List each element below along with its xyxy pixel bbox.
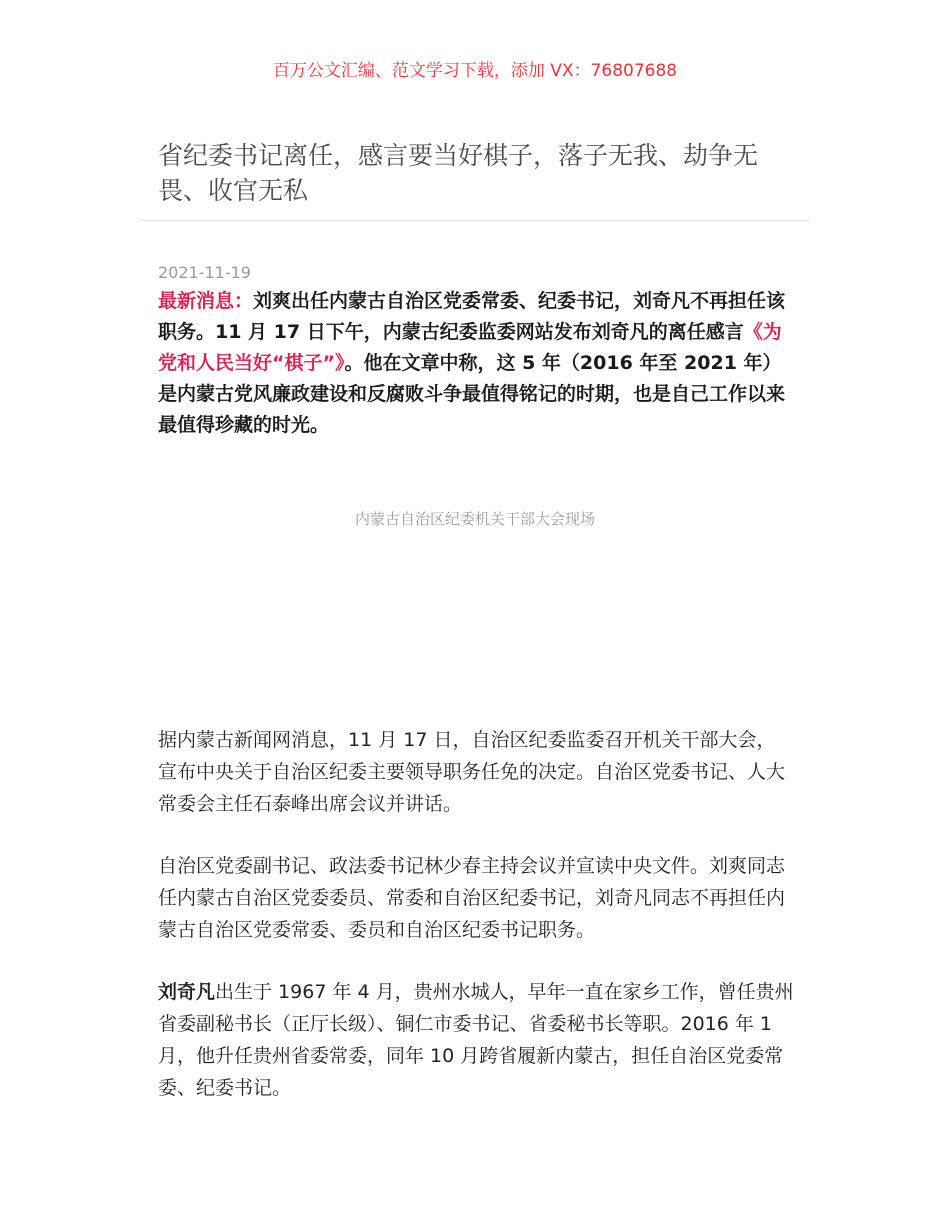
body-paragraph-2: 自治区党委副书记、政法委书记林少春主持会议并宣读中央文件。刘爽同志任内蒙古自治区党委委员、常委和自治区纪委书记，刘奇凡同志不再担任内蒙古自治区党委常委、委员和自治区纪委书记职务。 (158, 855, 786, 941)
body-paragraph-3 (158, 976, 794, 1104)
body-paragraph-3-text: 出生于 1967 年 4 月，贵州水城人，早年一直在家乡工作，曾任贵州省委副秘书长（正厅长级）、铜仁市委书记、省委秘书长等职。2016 年 1 月，他升任贵州省委常委，同年 10 月跨省履新内蒙古，担任自治区党委常委、纪委书记。 (158, 981, 794, 1099)
lead-label: 最新消息： (158, 290, 254, 312)
lead-paragraph (158, 286, 794, 441)
lead-text-before: 刘爽出任内蒙古自治区党委常委、纪委书记，刘奇凡不再担任该职务。11 月 17 日下午，内蒙古纪委监委网站发布刘奇凡的离任感言 (158, 290, 786, 343)
article-title: 省纪委书记离任，感言要当好棋子，落子无我、劫争无畏、收官无私 (158, 141, 759, 205)
person-name: 刘奇凡 (158, 981, 216, 1003)
publish-date: 2021-11-19 (158, 263, 251, 282)
title-divider (140, 220, 810, 221)
quoted-article-title: 《为党和人民当好“棋子”》 (158, 321, 782, 374)
body-paragraph-1: 据内蒙古新闻网消息，11 月 17 日，自治区纪委监委召开机关干部大会，宣布中央关于自治区纪委主要领导职务任免的决定。自治区党委书记、人大常委会主任石泰峰出席会议并讲话。 (158, 729, 786, 815)
lead-text-after: 。他在文章中称，这 5 年（2016 年至 2021 年）是内蒙古党风廉政建设和反腐败斗争最值得铭记的时期，也是自己工作以来最值得珍藏的时光。 (158, 352, 786, 436)
image-caption: 内蒙古自治区纪委机关干部大会现场 (354, 510, 595, 528)
promo-banner: 百万公文汇编、范文学习下载，添加 VX：76807688 (272, 61, 678, 81)
